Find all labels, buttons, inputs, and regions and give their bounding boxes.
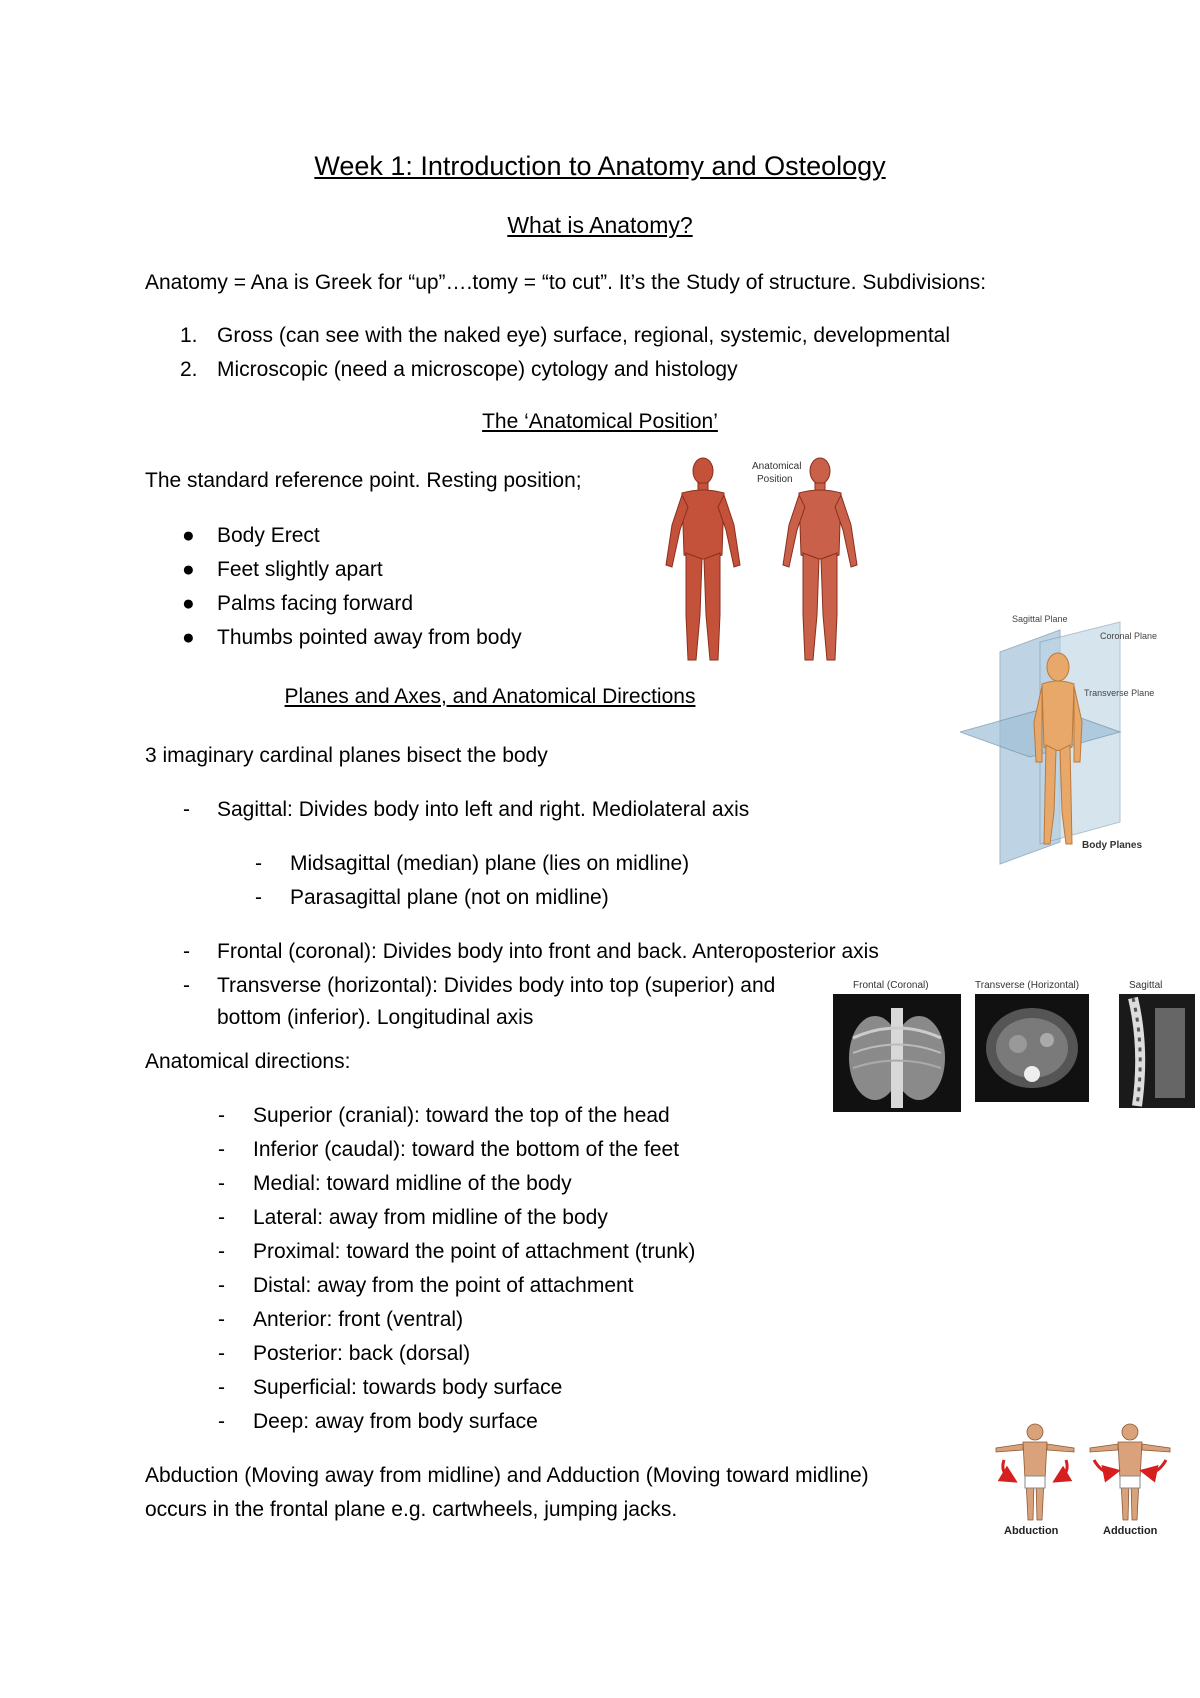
body-planes-figure xyxy=(960,612,1170,867)
planes-intro: 3 imaginary cardinal planes bisect the body xyxy=(145,744,548,767)
abduction-text-line1: Abduction (Moving away from midline) and Adduction (Moving toward midline) xyxy=(145,1464,869,1487)
section-heading-planes: Planes and Axes, and Anatomical Directions xyxy=(284,685,696,708)
abduction-label: Abduction xyxy=(1004,1525,1059,1537)
bullet-item: Palms facing forward xyxy=(217,592,414,615)
figure-label: Anatomical xyxy=(752,461,802,472)
dash-marker: - xyxy=(218,1274,225,1297)
direction-item: Lateral: away from midline of the body xyxy=(253,1206,608,1229)
dash-marker: - xyxy=(218,1342,225,1365)
plane-frontal: Frontal (coronal): Divides body into front and back. Anteroposterior axis xyxy=(217,940,879,963)
anatomy-intro: Anatomy = Ana is Greek for “up”….tomy = “to cut”. It’s the Study of structure. Subdivisions: xyxy=(145,271,987,294)
plane-transverse-cont: bottom (inferior). Longitudinal axis xyxy=(217,1006,534,1029)
section-heading-anatomy: What is Anatomy? xyxy=(507,212,693,238)
direction-item: Superior (cranial): toward the top of the head xyxy=(253,1104,670,1127)
scan-label-sagittal: Sagittal xyxy=(1129,980,1163,991)
dash-marker: - xyxy=(218,1104,225,1127)
dash-marker: - xyxy=(218,1308,225,1331)
direction-item: Inferior (caudal): toward the bottom of the feet xyxy=(253,1138,680,1161)
abduction-text-line2: occurs in the frontal plane e.g. cartwheels, jumping jacks. xyxy=(145,1498,678,1521)
list-item-gross: Gross (can see with the naked eye) surface, regional, systemic, developmental xyxy=(217,324,951,347)
list-number: 1. xyxy=(180,324,198,347)
directions-intro: Anatomical directions: xyxy=(145,1050,351,1073)
section-heading-position: The ‘Anatomical Position’ xyxy=(482,410,718,433)
dash-marker: - xyxy=(218,1138,225,1161)
coronal-plane-label: Coronal Plane xyxy=(1100,631,1158,641)
scan-label-frontal: Frontal (Coronal) xyxy=(853,980,929,991)
sagittal-plane-label: Sagittal Plane xyxy=(1012,614,1068,624)
dash-marker: - xyxy=(183,798,190,821)
bullet-item: Thumbs pointed away from body xyxy=(217,626,522,649)
bullet-icon: ● xyxy=(182,558,195,581)
direction-item: Medial: toward midline of the body xyxy=(253,1172,572,1195)
position-intro: The standard reference point. Resting position; xyxy=(145,469,582,492)
direction-item: Proximal: toward the point of attachment (trunk) xyxy=(253,1240,696,1263)
direction-item: Deep: away from body surface xyxy=(253,1410,538,1433)
direction-item: Distal: away from the point of attachment xyxy=(253,1274,634,1297)
dash-marker: - xyxy=(218,1240,225,1263)
abduction-adduction-figure xyxy=(990,1420,1185,1538)
dash-marker: - xyxy=(255,886,262,909)
bullet-item: Body Erect xyxy=(217,524,320,547)
plane-parasagittal: Parasagittal plane (not on midline) xyxy=(290,886,609,909)
scan-label-transverse: Transverse (Horizontal) xyxy=(975,980,1080,991)
page-title: Week 1: Introduction to Anatomy and Osteology xyxy=(314,151,886,181)
body-planes-caption: Body Planes xyxy=(1082,840,1143,851)
anatomical-position-figure xyxy=(660,455,880,670)
plane-midsagittal: Midsagittal (median) plane (lies on midline) xyxy=(290,852,690,875)
direction-item: Superficial: towards body surface xyxy=(253,1376,563,1399)
dash-marker: - xyxy=(183,940,190,963)
plane-sagittal: Sagittal: Divides body into left and right. Mediolateral axis xyxy=(217,798,750,821)
dash-marker: - xyxy=(218,1376,225,1399)
bullet-icon: ● xyxy=(182,592,195,615)
bullet-icon: ● xyxy=(182,626,195,649)
plane-transverse: Transverse (horizontal): Divides body into top (superior) and xyxy=(217,974,776,997)
adduction-label: Adduction xyxy=(1103,1525,1158,1537)
dash-marker: - xyxy=(183,974,190,997)
scan-images-figure xyxy=(833,978,1195,1113)
dash-marker: - xyxy=(255,852,262,875)
figure-label: Position xyxy=(757,474,793,485)
list-item-microscopic: Microscopic (need a microscope) cytology and histology xyxy=(217,358,738,381)
direction-item: Posterior: back (dorsal) xyxy=(253,1342,471,1365)
dash-marker: - xyxy=(218,1206,225,1229)
list-number: 2. xyxy=(180,358,198,381)
direction-item: Anterior: front (ventral) xyxy=(253,1308,464,1331)
dash-marker: - xyxy=(218,1172,225,1195)
bullet-icon: ● xyxy=(182,524,195,547)
transverse-plane-label: Transverse Plane xyxy=(1084,688,1155,698)
bullet-item: Feet slightly apart xyxy=(217,558,383,581)
dash-marker: - xyxy=(218,1410,225,1433)
